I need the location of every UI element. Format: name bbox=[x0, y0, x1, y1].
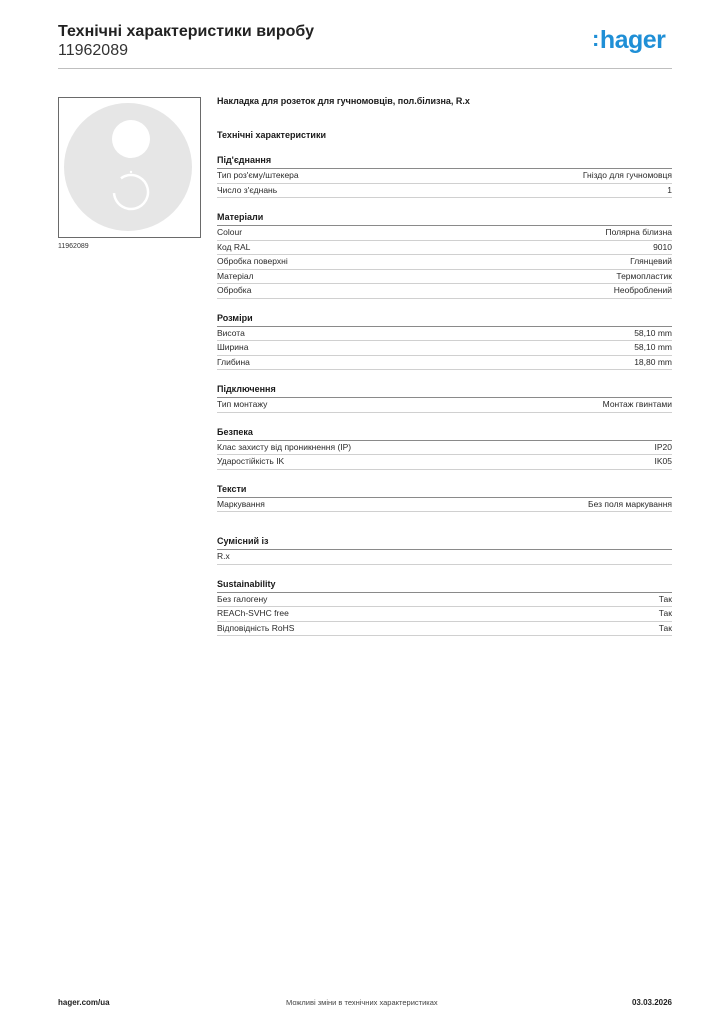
spec-row bbox=[217, 241, 672, 256]
spec-label: Глибина bbox=[217, 356, 250, 367]
spec-label: REACh-SVHC free bbox=[217, 608, 289, 618]
image-caption: 11962089 bbox=[58, 243, 89, 250]
spec-value: Гніздо для гучномовця bbox=[582, 170, 672, 180]
spec-label: Ударостійкість IK bbox=[217, 456, 285, 466]
section-title: Тексти bbox=[217, 484, 672, 498]
spec-row bbox=[217, 284, 672, 299]
spec-value: 58,10 mm bbox=[634, 342, 672, 352]
spec-section bbox=[217, 155, 672, 198]
spec-value: Полярна білизна bbox=[605, 227, 672, 237]
spec-value: 18,80 mm bbox=[634, 356, 672, 367]
spec-row bbox=[217, 622, 672, 637]
spec-value: IP20 bbox=[654, 441, 672, 452]
spec-row bbox=[217, 226, 672, 241]
spec-sections bbox=[217, 155, 672, 636]
spec-label: Код RAL bbox=[217, 241, 251, 252]
spec-row bbox=[217, 341, 672, 356]
footer-website-link[interactable]: hager.com/ua bbox=[58, 998, 110, 1007]
spec-section bbox=[217, 579, 672, 637]
section-title: Sustainability bbox=[217, 579, 672, 593]
spec-value: 1 bbox=[667, 184, 672, 195]
section-title: Підключення bbox=[217, 384, 672, 398]
speaker-cover-plate-icon bbox=[59, 98, 200, 237]
spec-section bbox=[217, 536, 672, 565]
spec-label: R.x bbox=[217, 551, 230, 561]
page-header bbox=[58, 22, 314, 60]
spec-label: Обробка поверхні bbox=[217, 256, 288, 266]
spec-value: Так bbox=[658, 622, 672, 633]
spec-value: 58,10 mm bbox=[634, 327, 672, 338]
spec-content bbox=[217, 96, 672, 636]
spec-value: Глянцевий bbox=[630, 256, 672, 266]
spec-label: Відповідність RoHS bbox=[217, 622, 295, 633]
spec-label: Число з'єднань bbox=[217, 184, 278, 195]
spec-row bbox=[217, 327, 672, 342]
spec-row bbox=[217, 550, 672, 565]
section-title: Під'єднання bbox=[217, 155, 672, 169]
spec-label: Тип роз'єму/штекера bbox=[217, 170, 299, 180]
page-title: Технічні характеристики виробу bbox=[58, 23, 314, 40]
spec-row bbox=[217, 255, 672, 270]
spec-row bbox=[217, 169, 672, 184]
section-title: Сумісний із bbox=[217, 536, 672, 550]
spec-row bbox=[217, 607, 672, 622]
spec-value: Термопластик bbox=[616, 270, 672, 281]
spec-row bbox=[217, 441, 672, 456]
spec-row bbox=[217, 398, 672, 413]
spec-section bbox=[217, 212, 672, 299]
spec-row bbox=[217, 270, 672, 285]
spec-value: Так bbox=[658, 608, 672, 618]
spec-value: Без поля маркування bbox=[588, 498, 672, 509]
spec-label: Ширина bbox=[217, 342, 249, 352]
section-title: Розміри bbox=[217, 313, 672, 327]
spec-label: Обробка bbox=[217, 285, 252, 295]
spec-label: Без галогену bbox=[217, 593, 268, 604]
spec-label: Висота bbox=[217, 327, 245, 338]
logo-dots-icon: : bbox=[592, 26, 599, 51]
spec-value: Необроблений bbox=[613, 285, 672, 295]
logo-wordmark: hager bbox=[599, 26, 666, 54]
section-title: Матеріали bbox=[217, 212, 672, 226]
hager-logo bbox=[592, 26, 665, 55]
spec-section bbox=[217, 484, 672, 513]
spec-row bbox=[217, 593, 672, 608]
product-image-frame bbox=[58, 97, 201, 238]
spec-label: Colour bbox=[217, 227, 243, 237]
spec-label: Маркування bbox=[217, 498, 265, 509]
section-title: Безпека bbox=[217, 427, 672, 441]
spec-row bbox=[217, 498, 672, 513]
spec-label: Матеріал bbox=[217, 270, 254, 281]
spec-label: Тип монтажу bbox=[217, 399, 268, 409]
spec-section bbox=[217, 384, 672, 413]
spec-value: 9010 bbox=[653, 241, 672, 252]
product-name: Накладка для розеток для гучномовців, пол.білизна, R.x bbox=[217, 96, 470, 106]
product-code: 11962089 bbox=[58, 42, 128, 59]
spec-label: Клас захисту від проникнення (IP) bbox=[217, 441, 352, 452]
header-divider bbox=[58, 68, 672, 69]
spec-row bbox=[217, 356, 672, 371]
spec-value: IK05 bbox=[654, 456, 672, 466]
spec-row bbox=[217, 455, 672, 470]
tech-specs-title: Технічні характеристики bbox=[217, 130, 326, 140]
spec-value: Монтаж гвинтами bbox=[602, 399, 672, 409]
spec-section bbox=[217, 427, 672, 470]
footer-date: 03.03.2026 bbox=[631, 998, 672, 1007]
spec-section bbox=[217, 313, 672, 371]
spec-value: Так bbox=[658, 593, 672, 604]
footer-notice: Можливі зміни в технічних характеристиках bbox=[286, 998, 438, 1007]
spec-row bbox=[217, 184, 672, 199]
